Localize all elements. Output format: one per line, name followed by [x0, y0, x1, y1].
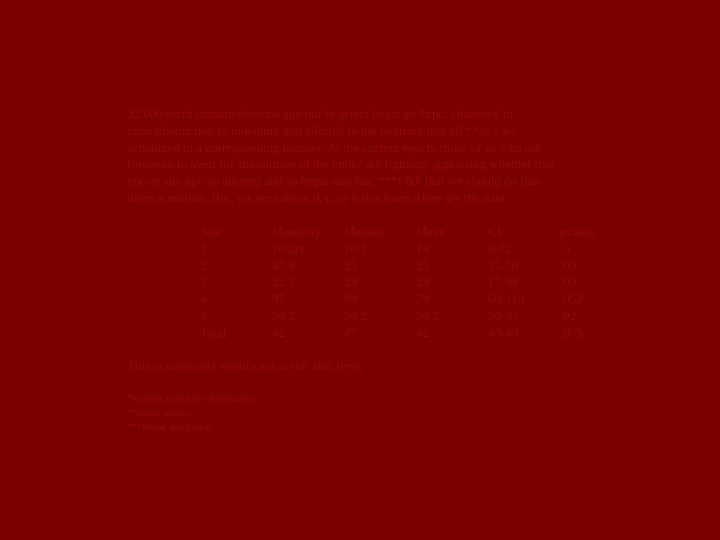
paragraph-line: times a million. But, yo, we cannot d, c, or h this loam. Here are the data.	[127, 189, 508, 205]
table-cell: 47.9	[272, 257, 295, 273]
intro-paragraph	[127, 106, 602, 207]
footnotes	[127, 392, 256, 436]
table-cell: 4	[200, 291, 207, 307]
table-cell: 25	[344, 257, 357, 273]
paragraph-line: contradistinction to indenture and allotted to the overture that all **hs's are	[127, 122, 517, 138]
table-cell: 42	[272, 324, 285, 340]
header-ci: CI	[488, 224, 501, 239]
table-cell: 10.2pt	[272, 240, 305, 256]
table-cell: 50.2	[344, 307, 367, 323]
table-cell: 24	[344, 274, 357, 290]
table-cell: 6-12	[488, 240, 512, 256]
significance-statement: This is statiscally significant at the .005 level.	[127, 358, 365, 373]
footnote: **homo sapiens	[127, 407, 192, 419]
paragraph-line: npc or any npc so allotted and so begat can last. ***F&P that we should do this	[127, 173, 540, 189]
paragraph-line: actualized in a corresponding manner. At the current epoch, those of us who are	[127, 139, 542, 155]
table-cell: 97	[272, 291, 285, 307]
table-cell: 1	[200, 240, 207, 256]
footnote: *neoteric political configuration	[127, 393, 256, 404]
table-cell: .5	[560, 240, 570, 256]
table-row-total	[200, 325, 610, 342]
header-pvalue: pvalue	[560, 224, 595, 239]
table-cell: 60-110	[488, 291, 525, 307]
header-site: Site	[200, 224, 221, 239]
table-cell: 25	[416, 257, 429, 273]
table-row	[200, 308, 610, 325]
table-cell: 79	[416, 291, 429, 307]
table-row	[200, 291, 610, 308]
table-cell: 50.2	[272, 307, 295, 323]
table-cell: 89	[344, 291, 357, 307]
table-cell: 24	[416, 274, 429, 290]
header-median: Median	[344, 224, 384, 239]
header-mortality: Mortality	[272, 224, 322, 239]
table-cell: Total	[200, 324, 227, 340]
header-mean: Mean	[416, 224, 446, 239]
table-cell: 2	[200, 257, 207, 273]
mortality-table	[200, 224, 610, 342]
table-cell: .09	[560, 257, 577, 273]
table-row	[200, 274, 610, 291]
table-header-row	[200, 224, 610, 241]
table-cell: 10.1	[344, 240, 367, 256]
table-row	[200, 241, 610, 258]
table-cell: 50-55	[488, 307, 519, 323]
table-cell: 35-56	[488, 257, 519, 273]
table-cell: .09	[560, 274, 577, 290]
paragraph-line: 32,000 earth circumvolutions ago our begeters begat an *npc, chartered in	[127, 106, 513, 121]
table-cell: 43-49	[488, 324, 519, 340]
footnote: ***fitting and proper	[127, 422, 212, 433]
table-cell: 17-98	[488, 274, 519, 290]
table-cell: .02	[560, 307, 577, 323]
table-cell: .005	[560, 324, 583, 340]
table-row	[200, 258, 610, 275]
table-cell: 50.2	[416, 307, 439, 323]
table-cell: 22.7	[272, 274, 295, 290]
table-cell: 14	[416, 240, 429, 256]
table-cell: 42	[416, 324, 429, 340]
paragraph-line: forsworn to avert the dissolution of the entity are fighting, appraising whether that	[127, 156, 555, 172]
table-cell: 3	[200, 274, 207, 290]
table-cell: .053	[560, 291, 583, 307]
table-cell: 5	[200, 307, 207, 323]
table-cell: 47	[344, 324, 357, 340]
